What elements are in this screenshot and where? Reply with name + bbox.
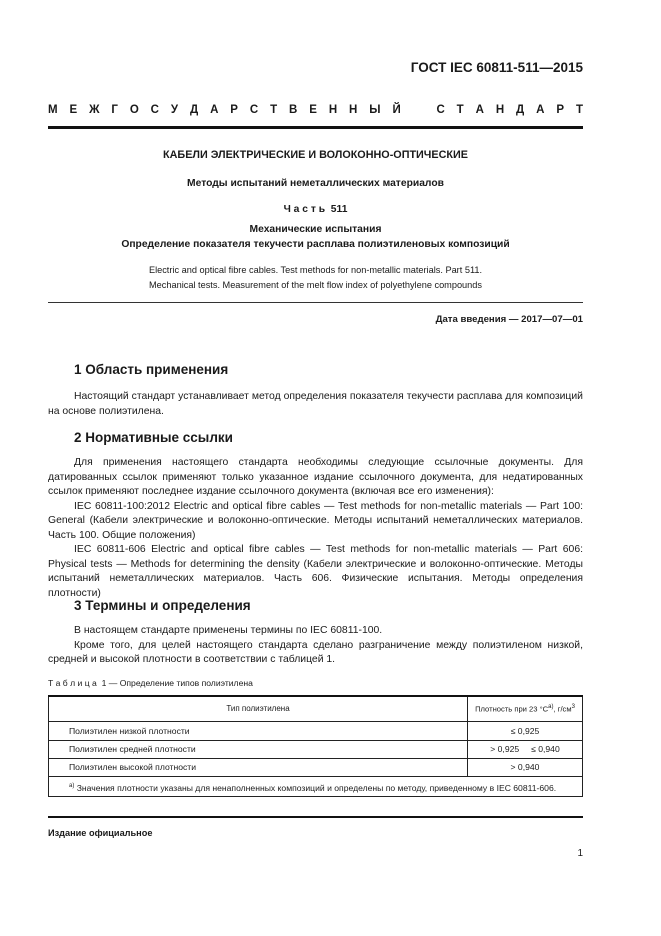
table-row [49,740,583,758]
type-cell: Полиэтилен высокой плотности [49,758,468,776]
section-1-text: Настоящий стандарт устанавливает метод определения показателя текучести расплава для композиций на основе полиэтилена. [48,391,583,417]
table-row [49,721,583,740]
standard-type: М Е Ж Г О С У Д А Р С Т В Е Н Н Ы Й С Т А Н Д А Р Т [48,104,583,116]
density-cell: > 0,940 [468,758,583,776]
divider [48,816,583,818]
section-3-heading: 3 Термины и определения [74,598,251,613]
reference-100: IEC 60811-100:2012 Electric and optical fibre cables — Test methods for non-metallic materials — Part 100: General (Кабели электрические и волоконно-оптические. Методы испытаний неметаллических материалов. Часть 100. Общие положения) [48,500,583,541]
reference-606: IEC 60811-606 Electric and optical fibre cables — Test methods for non-metallic materials — Part 606: Physical tests — Methods for determining the density (Кабели электрические и волоконно-оптические. Методы испытаний неметаллических материалов. Часть 606. Физические испытания. Методы определения плотности) [48,544,583,599]
table-caption: Т а б л и ц а 1 — Определение типов полиэтилена [48,678,253,688]
section-3-text [48,624,583,668]
column-header-density: Плотность при 23 $^\circ C^{a)}$, $г/см^3$ [468,696,583,721]
english-title-2: Mechanical tests. Measurement of the melt flow index of polyethylene compounds [149,280,482,290]
part-title-2: Определение показателя текучести расплава полиэтиленовых композиций [121,239,510,250]
type-cell: Полиэтилен низкой плотности [49,721,468,740]
paragraph: Для применения настоящего стандарта необходимы следующие ссылочные документы. Для датированных ссылок применяют только указанное издание ссылочного документа, для недатированных ссылок применяют последнее издание ссылочного документа (включая все его изменения): [48,457,583,497]
part-number: Ч а с т ь 511 [283,204,348,215]
table-row [49,758,583,776]
doc-title: КАБЕЛИ ЭЛЕКТРИЧЕСКИЕ И ВОЛОКОННО-ОПТИЧЕСКИЕ [163,149,468,161]
paragraph: Кроме того, для целей настоящего стандарта сделано разграничение между полиэтиленом низкой, средней и высокой плотности в соответствии с таблицей 1. [48,639,583,665]
section-2-text [48,456,583,601]
divider [48,302,583,303]
divider [48,126,583,129]
column-header-type: Тип полиэтилена [49,696,468,721]
polyethylene-table [48,695,583,797]
paragraph: В настоящем стандарте применены термины по IEC 60811-100. [74,625,383,636]
official-edition: Издание официальное [48,828,153,838]
page-number: 1 [577,848,583,859]
section-1-heading: 1 Область применения [74,362,229,377]
type-cell: Полиэтилен средней плотности [49,740,468,758]
english-title-1: Electric and optical fibre cables. Test methods for non-metallic materials. Part 511. [148,265,483,275]
table-footnote: $^{a)}$ Значения плотности указаны для ненаполненных композиций и определены по методу, приведенному в IEC 60811-606. [49,776,583,797]
density-cell: > 0,925 ≤ 0,940 [468,740,583,758]
density-cell: ≤ 0,925 [468,721,583,740]
effective-date: Дата введения — 2017—07—01 [435,314,583,325]
standard-code: ГОСТ IEC 60811-511—2015 [410,60,583,75]
doc-subtitle: Методы испытаний неметаллических материалов [187,178,444,189]
section-2-heading: 2 Нормативные ссылки [74,430,233,445]
part-title-1: Механические испытания [249,224,382,235]
